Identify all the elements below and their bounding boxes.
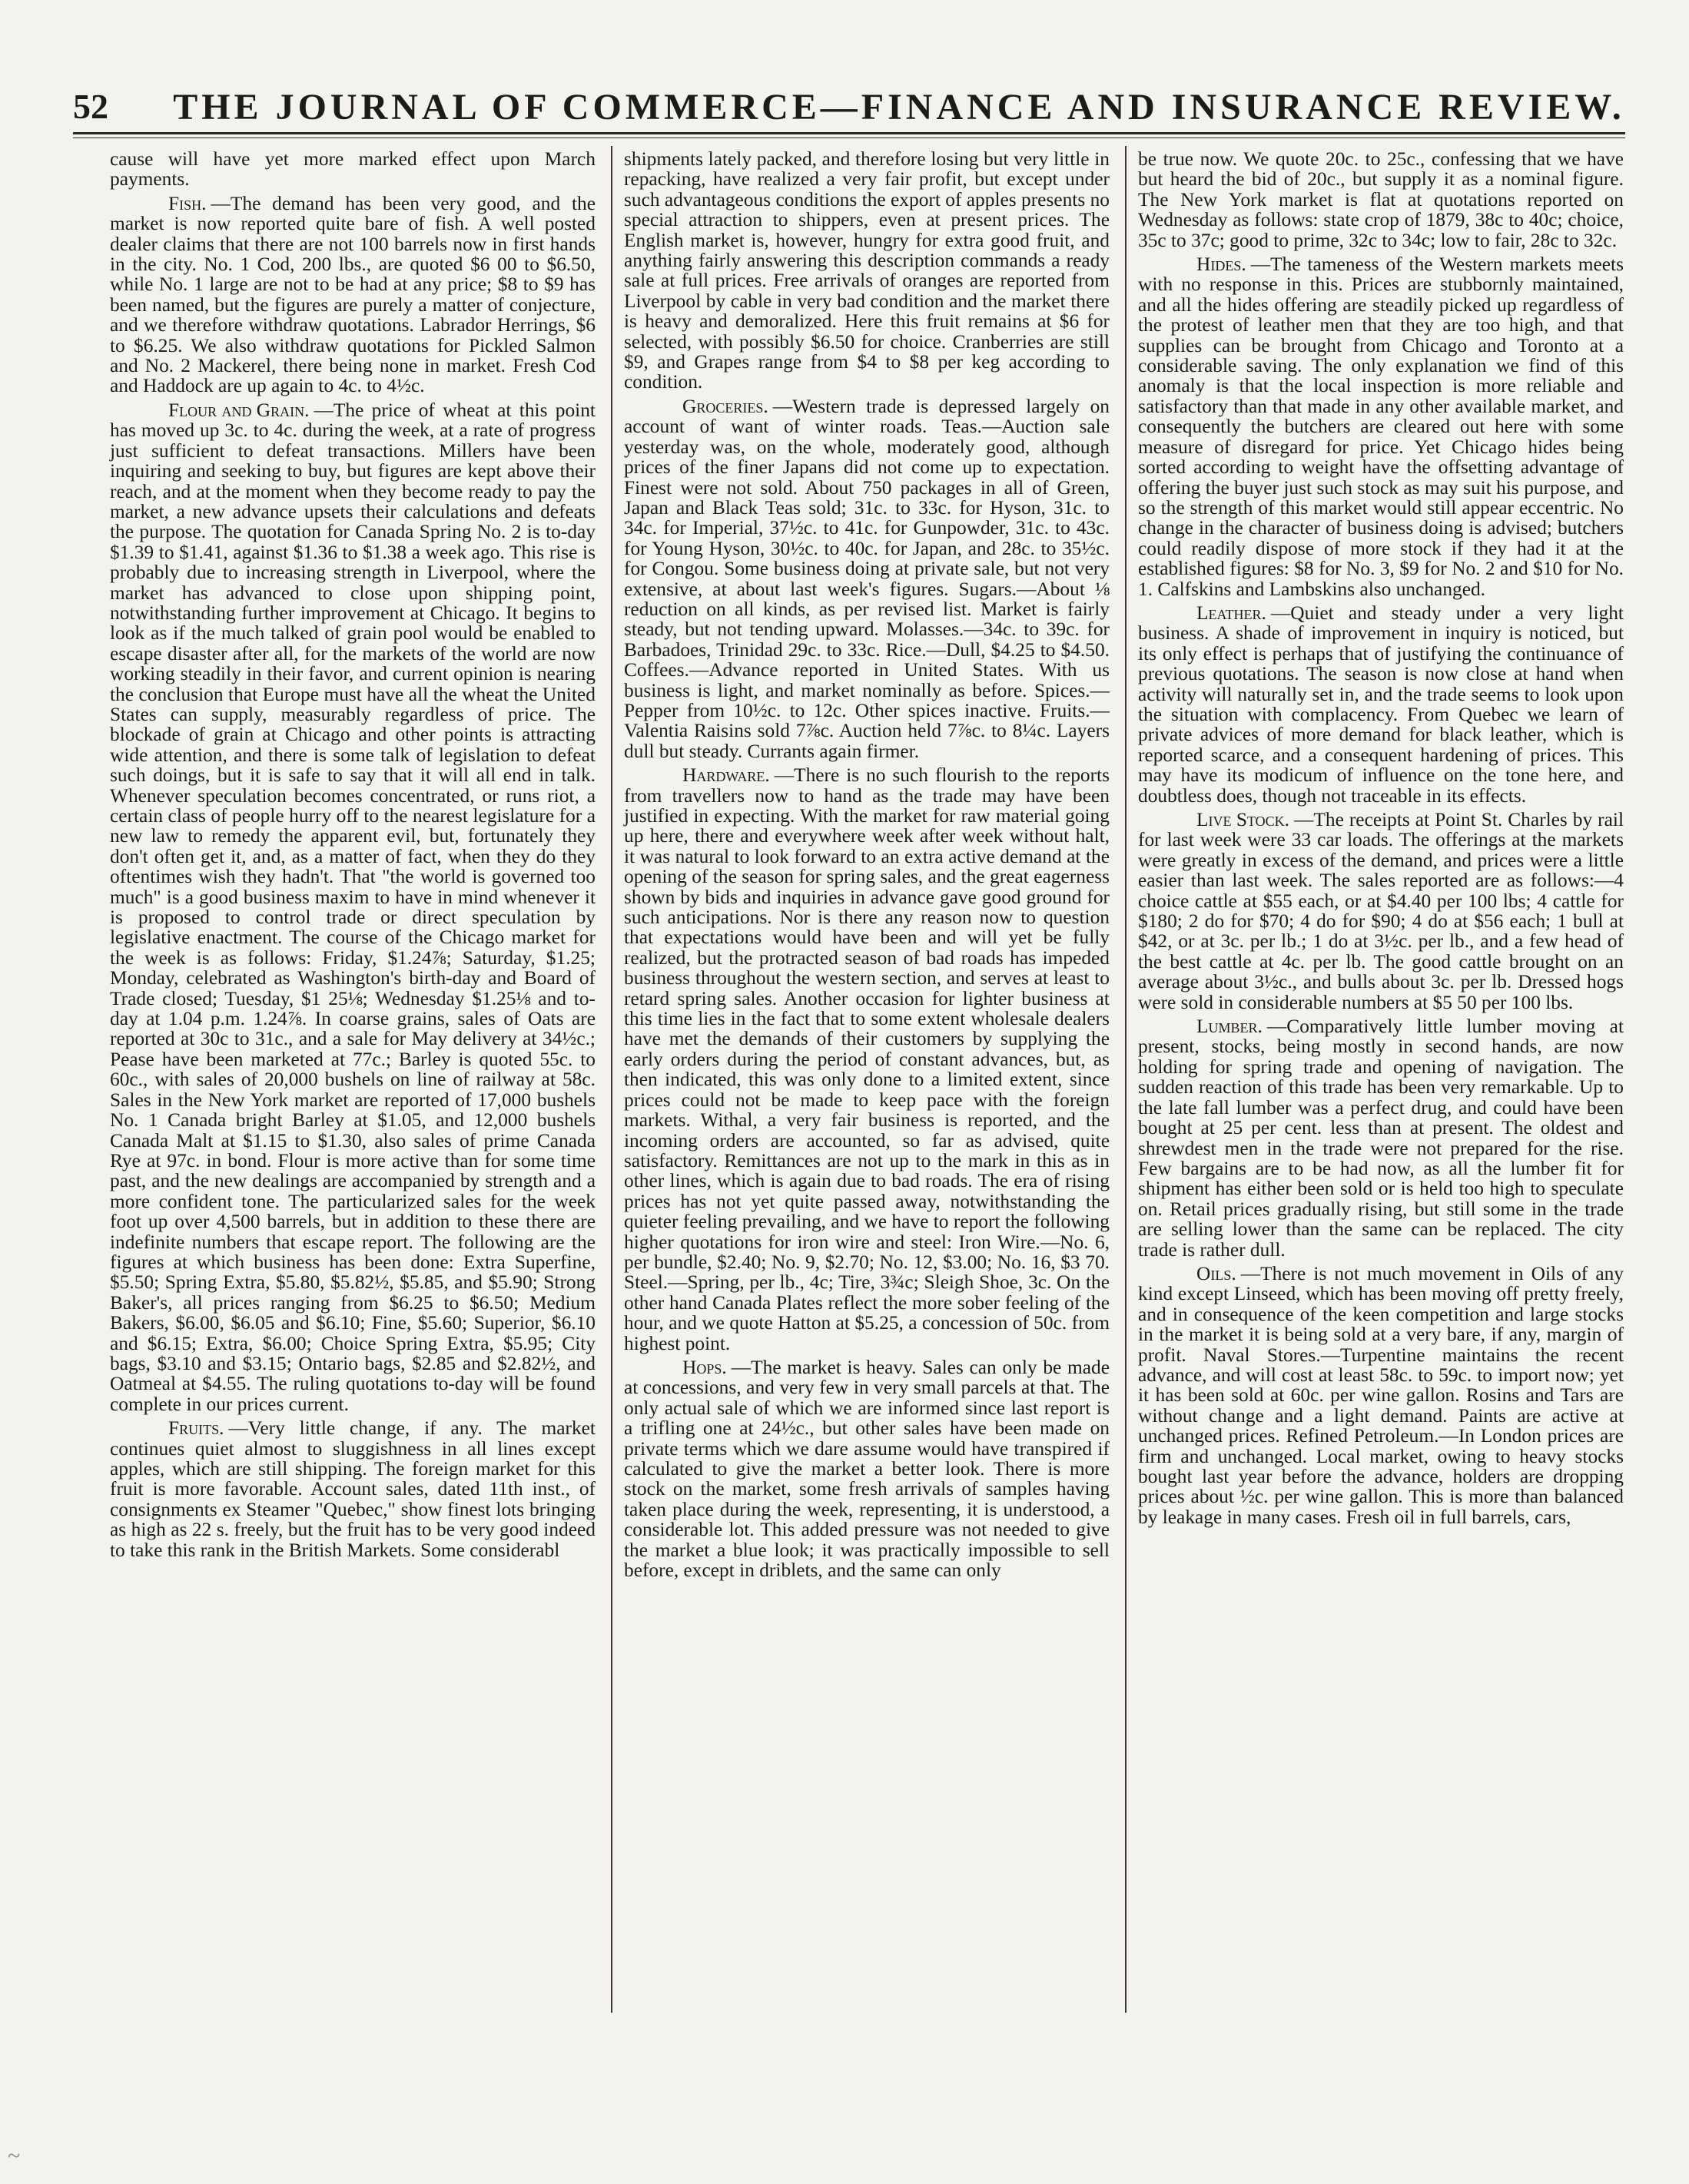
section-heading: Hops. — [682, 1356, 727, 1378]
page-header — [73, 86, 1625, 131]
article-paragraph — [1138, 1016, 1624, 1260]
section-heading: Live Stock. — [1196, 809, 1289, 830]
article-paragraph — [624, 149, 1110, 393]
paragraph-text: —The price of wheat at this point has moved up 3c. to 4c. during the week, at a rate of progress just sufficient to defeat transactions. Millers have been inquiring and seeking to buy, but figures are kept above their reach, and at the moment when they become ready to pay the market, a new advance upsets their calculations and defeats the purpose. The quotation for Canada Spring No. 2 is to-day $1.39 to $1.41, against $1.36 to $1.38 a week ago. This rise is probably due to increasing strength in Liverpool, where the market has advanced to close upon shipping point, notwithstanding further improvement at Chicago. It begins to look as if the much talked of grain pool would be enabled to escape disaster after all, for the markets of the world are now working steadily in their favor, and current opinion is nearing the conclusion that Europe must have all the wheat the United States can supply, measurably regardless of price. The blockade of grain at Chicago and other points is attracting wide attention, and there is some talk of legislation to defeat such doings, but it is safe to say that it will all end in talk. Whenever speculation becomes concentrated, or runs riot, a certain class of people hurry off to the nearest legislature for a new law to remedy the apparent evil, but, fortunately they don't often get it, and, as a matter of fact, when they do they oftentimes wish they hadn't. That "the world is governed too much" is a good business maxim to have in mind whenever it is proposed to control trade or direct speculation by legislative enactment. The course of the Chicago market for the week is as follows: Friday, $1.24⅞; Saturday, $1.25; Monday, celebrated as Washington's birth-day and Board of Trade closed; Tuesday, $1 25⅛; Wednesday $1.25⅛ and to-day at 1.04 p.m. 1.24⅞. In coarse grains, sales of Oats are reported at 30c to 31c., and a sale for May delivery at 34½c.; Pease have been marketed at 77c.; Barley is quoted 55c. to 60c., with sales of 20,000 bushels on line of railway at 58c. Sales in the New York market are reported of 17,000 bushels No. 1 Canada bright Barley at $1.05, and 12,000 bushels Canada Malt at $1.15 to $1.30, also sales of prime Canada Rye at 97c. in bond. Flour is more active than for some time past, and the new dealings are accompanied by strength and a more confident tone. The particularized sales for the week foot up over 4,500 barrels, but in addition to these there are indefinite numbers that escape report. The following are the figures at which business has been done: Extra Superfine, $5.50; Spring Extra, $5.80, $5.82½, $5.85, and $5.90; Strong Baker's, all prices ranging from $6.25 to $6.50; Medium Bakers, $6.00, $6.05 and $6.10; Fine, $5.60; Superior, $6.10 and $6.15; Extra, $6.00; Choice Spring Extra, $5.95; City bags, $3.10 and $3.15; Ontario bags, $2.85 and $2.82½, and Oatmeal at $4.55. The ruling quotations to-day will be found complete in our prices current. — [110, 399, 596, 1415]
section-heading: Flour and Grain. — [168, 399, 310, 421]
paragraph-text: —There is not much movement in Oils of any kind except Linseed, which has been moving off pretty freely, and in consequence of the keen competition and large stocks in the market it is being sold at a very bare, if any, margin of profit. Naval Stores.—Turpentine maintains the recent advance, and will cost at least 58c. to 59c. to import now; yet it has been sold at 60c. per wine gallon. Rosins and Tars are without change and a light demand. Paints are active at unchanged prices. Refined Petroleum.—In London prices are firm and unchanged. Local market, owing to heavy stocks bought last year before the advance, holders are dropping prices about ½c. per wine gallon. This is more than balanced by leakage in many cases. Fresh oil in full barrels, cars, — [1138, 1262, 1624, 1528]
article-paragraph — [110, 1418, 596, 1560]
paragraph-text: —Comparatively little lumber moving at present, stocks, being mostly in second hands, are now holding for spring trade and opening of navigation. The sudden reaction of this trade has been very remarkable. Up to the late fall lumber was a perfect drug, and could have been bought at 25 per cent. less than at present. The oldest and shrewdest men in the trade were not prepared for the rise. Few bargains are to be had now, as all the lumber fit for shipment has either been sold or is held too high to speculate on. Retail prices gradually rising, but still some in the trade are selling lower than the same can be replaced. The city trade is rather dull. — [1138, 1016, 1624, 1261]
article-paragraph — [110, 149, 596, 190]
section-heading: Oils. — [1196, 1262, 1236, 1284]
article-paragraph — [1138, 810, 1624, 1012]
section-heading: Fruits. — [168, 1417, 224, 1440]
paragraph-text: shipments lately packed, and therefore losing but very little in repacking, have realized a very fair profit, but except under such advantageous conditions the export of apples presents no special attraction to shippers, even at present prices. The English market is, however, hungry for extra good fruit, and anything fairly answering this description commands a ready sale at full prices. Free arrivals of oranges are reported from Liverpool by cable in very bad condition and the market there is heavy and demoralized. Here this fruit remains at $6 for selected, with possibly $6.50 for choice. Cranberries are still $9, and Grapes range from $4 to $8 per keg according to condition. — [624, 148, 1110, 393]
article-paragraph — [110, 400, 596, 1414]
column-1 — [110, 149, 596, 1560]
masthead-title: THE JOURNAL OF COMMERCE—FINANCE AND INSURANCE REVIEW. — [173, 87, 1625, 128]
paragraph-text: —Western trade is depressed largely on account of want of winter roads. Teas.—Auction sale yesterday was, on the whole, moderately good, although prices of the finer Japans did not come up to expectation. Finest were not sold. About 750 packages in all of Green, Japan and Black Teas sold; 31c. to 33c. for Hyson, 31c. to 34c. for Imperial, 37½c. to 41c. for Gunpowder, 31c. to 43c. for Young Hyson, 30½c. to 40c. for Japan, and 28c. to 35½c. for Congou. Some business doing at private sale, but not very extensive, at about last week's figures. Sugars.—About ⅛ reduction on all kinds, as per revised list. Market is fairly steady, but not tending upward. Molasses.—34c. to 39c. for Barbadoes, Trinidad 29c. to 33c. Rice.—Dull, $4.25 to $4.50. Coffees.—Advance reported in United States. With us business is light, and market nominally as before. Spices.—Pepper from 10½c. to 12c. Other spices inactive. Fruits.—Valentia Raisins sold 7⅞c. Auction held 7⅞c. to 8¼c. Layers dull but steady. Currants again firmer. — [624, 395, 1110, 762]
article-paragraph — [110, 194, 596, 396]
section-heading: Groceries. — [682, 395, 768, 417]
article-paragraph — [624, 1357, 1110, 1580]
section-heading: Leather. — [1196, 602, 1266, 624]
header-rule — [73, 132, 1625, 134]
section-heading: Hardware. — [682, 764, 770, 787]
paragraph-text: —The market is heavy. Sales can only be made at concessions, and very few in very small parcels at that. The only actual sale of which we are informed since last report is a trifling one at 24½c., but other sales have been made on private terms which we dare assume would have transpired if calculated to give the market a better look. There is more stock on the market, some fresh arrivals of samples having taken place during the week, representing, it is understood, a considerable lot. This added pressure was not needed to give the market a blue look; it was practically impossible to sell before, except in driblets, and the same can only — [624, 1356, 1110, 1582]
paragraph-text: —There is no such flourish to the reports from travellers now to hand as the trade may have been justified in expecting. With the market for raw material going up here, there and everywhere week after week without halt, it was natural to look forward to an extra active demand at the opening of the season for spring sales, and the great eagerness shown by bids and inquiries in advance gave good ground for such anticipations. Nor is there any reason now to question that expectations would have been and will yet be fully realized, but the protracted season of bad roads has impeded business throughout the western section, and serves at least to retard spring sales. Another occasion for lighter business at this time lies in the fact that to some extent wholesale dealers have met the demands of their customers by supplying the early orders during the period of constant advances, but, as then indicated, this was only done to a limited extent, since prices could not be made to keep pace with the foreign markets. Withal, a very fair business is reported, and the incoming orders are accounted, so far as advised, quite satisfactory. Remittances are not up to the mark in this as in other lines, which is again due to bad roads. The era of rising prices has not yet quite passed away, notwithstanding the quieter feeling prevailing, and we have to report the following higher quotations for iron wire and steel: Iron Wire.—No. 6, per bundle, $2.40; No. 9, $2.70; No. 12, $3.00; No. 16, $3 70. Steel.—Spring, per lb., 4c; Tire, 3¾c; Sleigh Shoe, 3c. On the other hand Canada Plates reflect the more sober feeling of the hour, and we quote Hatton at $5.25, a concession of 50c. from highest point. — [624, 764, 1110, 1354]
article-paragraph — [1138, 254, 1624, 599]
column-divider — [611, 146, 612, 2013]
article-paragraph — [1138, 1264, 1624, 1527]
article-paragraph — [624, 765, 1110, 1354]
paragraph-text: —The tameness of the Western markets meets with no response in this. Prices are stubbornly maintained, and all the hides offering are steadily picked up regardless of the protest of leather men that they are too high, and that supplies can be brought from Chicago and Toronto at a considerable saving. The only explanation we find of this anomaly is that the local inspection is more reliable and satisfactory than that made in any other available market, and consequently the butchers are cleared out here with some measure of disregard for price. Yet Chicago hides being sorted according to weight have the offsetting advantage of offering the buyer just such stock as may suit his purpose, and so the strength of this market would still appear eccentric. No change in the character of business doing is advised; butchers could readily dispose of more stock if they had it at the established figures: $8 for No. 3, $9 for No. 2 and $10 for No. 1. Calfskins and Lambskins also unchanged. — [1138, 254, 1624, 600]
article-paragraph — [1138, 603, 1624, 806]
paragraph-text: —The demand has been very good, and the market is now reported quite bare of fish. A well posted dealer claims that there are not 100 barrels now in first hands in the city. No. 1 Cod, 200 lbs., are quoted $6 00 to $6.50, while No. 1 large are not to be had at any price; $8 to $9 has been named, but the figures are purely a matter of conjecture, and we therefore withdraw quotations. Labrador Herrings, $6 to $6.25. We also withdraw quotations for Pickled Salmon and No. 2 Mackerel, there being none in market. Fresh Cod and Haddock are up again to 4c. to 4½c. — [110, 192, 596, 397]
ink-smudge: ~ — [8, 2143, 21, 2169]
section-heading: Hides. — [1196, 254, 1246, 276]
paragraph-text: be true now. We quote 20c. to 25c., confessing that we have but heard the bid of 20c., but supply it as a nominal figure. The New York market is flat at quotations reported on Wednesday as follows: state crop of 1879, 38c to 40c; choice, 35c to 37c; good to prime, 32c to 34c; low to fair, 28c to 32c. — [1138, 148, 1624, 251]
column-2 — [624, 149, 1110, 1580]
section-heading: Lumber. — [1196, 1016, 1263, 1038]
paragraph-text: —Very little change, if any. The market continues quiet almost to sluggishness in all lines except apples, which are still shipping. The foreign market for this fruit is more favorable. Account sales, dated 11th inst., of consignments ex Steamer "Quebec," show finest lots bringing as high as 22 s. freely, but the fruit has to be very good indeed to take this rank in the British Markets. Some considerabl — [110, 1417, 596, 1561]
page-number: 52 — [73, 87, 108, 126]
article-paragraph — [624, 396, 1110, 761]
column-divider — [1125, 146, 1127, 2013]
paragraph-text: cause will have yet more marked effect upon March payments. — [110, 148, 596, 191]
section-heading: Fish. — [168, 192, 207, 214]
paragraph-text: —Quiet and steady under a very light business. A shade of improvement in inquiry is noticed, but its only effect is perhaps that of justifying the continuance of previous quotations. The season is now close at hand when activity will naturally set in, and the trade seems to look upon the situation with complacency. From Quebec we learn of private advices of more demand for black leather, which is reported scarce, and a consequent hardening of prices. This may have its modicum of influence on the tone here, and doubtless does, though not traceable in its effects. — [1138, 602, 1624, 807]
article-paragraph — [1138, 149, 1624, 250]
column-3 — [1138, 149, 1624, 1527]
paragraph-text: —The receipts at Point St. Charles by rail for last week were 33 car loads. The offerings at the markets were greatly in excess of the demand, and prices were a little easier than last week. The sales reported are as follows:—4 choice cattle at $55 each, or at $4.40 per 100 lbs; 4 cattle for $180; 2 do for $70; 4 do for $90; 4 do at $56 each; 1 bull at $42, or at 3c. per lb.; 1 do at 3½c. per lb., and a few head of the best cattle at 4c. per lb. The good cattle brought on an average about 3½c., and bulls about 3c. per lb. Dressed hogs were sold in considerable numbers at $5 50 per 100 lbs. — [1138, 809, 1624, 1013]
